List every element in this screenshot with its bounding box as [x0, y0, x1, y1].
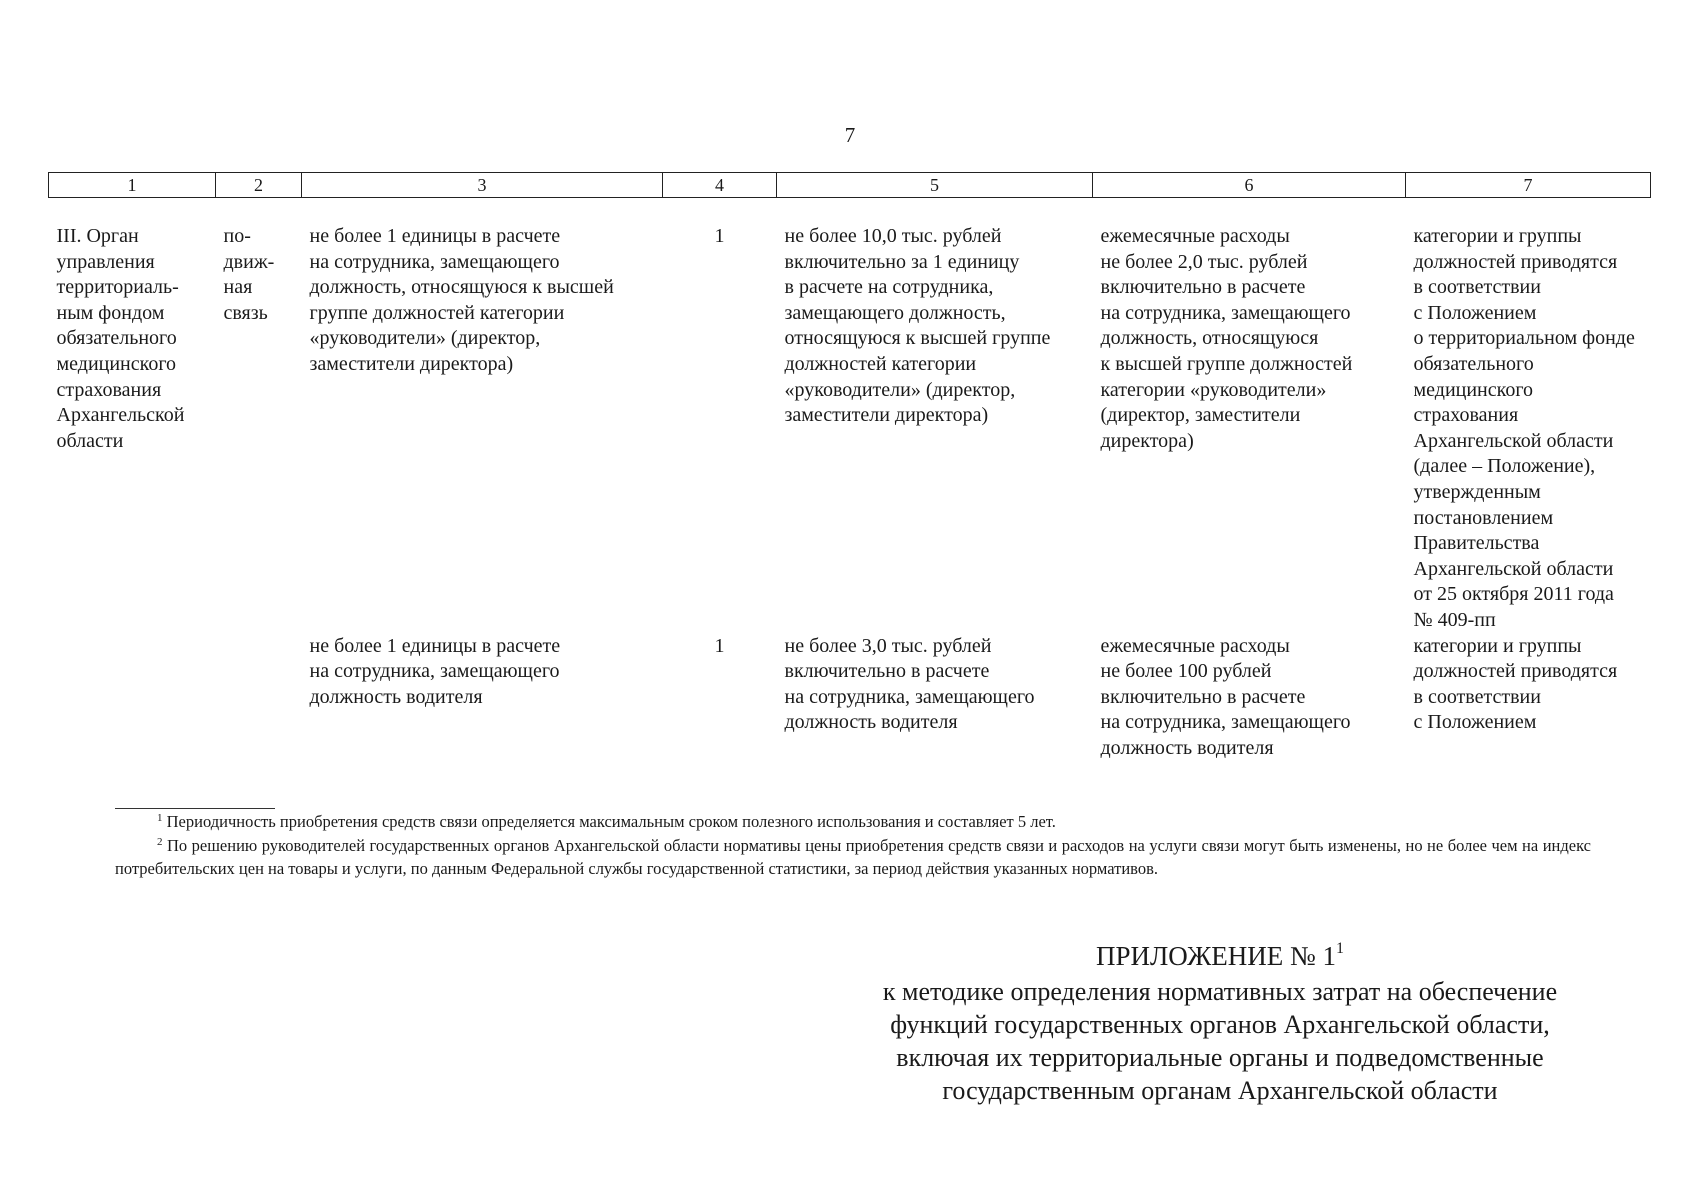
cell-text-line: с Положением — [1413, 301, 1537, 324]
cell-organ — [49, 634, 216, 762]
cell-text-line: должностей приводятся — [1413, 660, 1618, 683]
footnote-mark: 2 — [157, 835, 163, 848]
table-header-row — [49, 173, 1651, 198]
cell-text-line: должность, относящуюся — [1100, 327, 1319, 350]
cell-text-line: категории и группы — [1413, 225, 1582, 247]
cell-count: 1 — [714, 225, 725, 247]
cell-text-line: должностей приводятся — [1413, 250, 1618, 273]
cell-text-line: с Положением — [1413, 711, 1537, 734]
appendix-line: к методике определения нормативных затрат на обеспечение — [882, 977, 1558, 1006]
cell-organ — [49, 224, 216, 634]
cell-note — [1406, 224, 1651, 634]
cell-quantity — [302, 224, 663, 634]
appendix-heading — [780, 940, 1660, 1107]
cell-text-line: территориаль- — [56, 276, 179, 299]
cell-text-line: постановлением — [1413, 506, 1554, 529]
cell-text-line: обязательного — [1413, 352, 1534, 375]
cell-text-line: заместители директора) — [784, 404, 989, 427]
cell-text-line: Архангельской области — [1413, 557, 1614, 580]
cell-text-line: обязательного — [56, 327, 177, 350]
footnote-separator — [115, 808, 275, 809]
cell-text-line: связь — [223, 301, 268, 324]
cell-text-line: № 409-пп — [1413, 608, 1496, 631]
cell-type — [216, 634, 302, 762]
cell-text-line: должность водителя — [784, 711, 958, 734]
cell-text-line: III. Орган — [56, 225, 139, 247]
cell-price — [777, 634, 1093, 762]
cell-text-line: на сотрудника, замещающего — [309, 250, 560, 273]
cell-text-line: должность водителя — [1100, 736, 1274, 759]
table-row — [49, 224, 1651, 634]
table-header — [49, 173, 1651, 198]
cell-text-line: медицинского — [56, 352, 177, 375]
cell-text-line: директора) — [1100, 429, 1194, 452]
footnote-text: Периодичность приобретения средств связи определяется максимальным сроком полезного использования и составляет 5 лет. — [166, 812, 1056, 831]
table-row — [49, 634, 1651, 762]
cell-text-line: должностей категории — [784, 352, 977, 375]
cell-text-line: медицинского — [1413, 378, 1534, 401]
cell-text-line: в расчете на сотрудника, — [784, 276, 994, 299]
cell-text-line: ежемесячные расходы — [1100, 225, 1290, 247]
column-header-2: 2 — [216, 173, 302, 198]
cell-text-line: не более 2,0 тыс. рублей — [1100, 250, 1308, 273]
cell-text-line: на сотрудника, замещающего — [1100, 301, 1351, 324]
cell-text-line: включительно за 1 единицу — [784, 250, 1020, 273]
footnote-1 — [115, 810, 1591, 834]
cell-text-line: на сотрудника, замещающего — [309, 660, 560, 683]
footnote-2 — [115, 834, 1591, 881]
cell-text-line: должность водителя — [309, 685, 483, 708]
cell-text-line: включительно в расчете — [784, 660, 990, 683]
column-header-5: 5 — [777, 173, 1093, 198]
cell-text-line: в соответствии — [1413, 276, 1541, 299]
cell-text-line: замещающего должность, — [784, 301, 1006, 324]
column-header-7: 7 — [1406, 173, 1651, 198]
cell-text-line: по- — [223, 225, 251, 247]
cell-text-line: (директор, заместители — [1100, 404, 1301, 427]
cell-text-line: «руководители» (директор, — [784, 378, 1016, 401]
page-number: 7 — [844, 123, 856, 147]
cell-text-line: должность, относящуюся к высшей — [309, 276, 614, 299]
table-body — [49, 198, 1651, 762]
cell-text-line: относящуюся к высшей группе — [784, 327, 1051, 350]
cell-type — [216, 224, 302, 634]
cell-text-line: Архангельской области — [1413, 429, 1614, 452]
footnotes — [115, 808, 1591, 881]
footnote-text: По решению руководителей государственных органов Архангельской области нормативы цены приобретения средств связи и расходов на услуги связи могут быть изменены, но не более чем на индекс потребительских цен на товары и услуги, по данным Федеральной службы государственной статистики, за период действия указанных нормативов. — [115, 835, 1591, 878]
cell-text-line: (далее – Положение), — [1413, 455, 1596, 478]
cell-text-line: Архангельской — [56, 404, 185, 427]
cell-text-line: на сотрудника, замещающего — [1100, 711, 1351, 734]
cell-expenses — [1093, 634, 1406, 762]
cell-text-line: включительно в расчете — [1100, 685, 1306, 708]
cell-expenses — [1093, 224, 1406, 634]
appendix-title — [780, 940, 1660, 973]
footnote-mark: 1 — [157, 812, 163, 824]
column-header-3: 3 — [302, 173, 663, 198]
cell-text-line: от 25 октября 2011 года — [1413, 583, 1614, 606]
cell-text-line: не более 1 единицы в расчете — [309, 634, 561, 657]
cell-text-line: включительно в расчете — [1100, 276, 1306, 299]
cell-text-line: страхования — [56, 378, 162, 401]
appendix-line: государственным органам Архангельской области — [942, 1076, 1498, 1105]
cell-text-line: управления — [56, 250, 155, 273]
cell-text-line: Правительства — [1413, 532, 1540, 555]
cell-text-line: не более 1 единицы в расчете — [309, 225, 561, 247]
column-header-6: 6 — [1093, 173, 1406, 198]
cell-text-line: к высшей группе должностей — [1100, 352, 1353, 375]
column-header-4: 4 — [663, 173, 777, 198]
cell-price — [777, 224, 1093, 634]
cell-text-line: на сотрудника, замещающего — [784, 685, 1035, 708]
cell-text-line: движ- — [223, 250, 275, 273]
appendix-title-sup: 1 — [1336, 940, 1345, 957]
cell-text-line: ным фондом — [56, 301, 165, 324]
cell-text-line: не более 3,0 тыс. рублей — [784, 634, 992, 657]
cell-text-line: ежемесячные расходы — [1100, 634, 1290, 657]
cell-text-line: категории и группы — [1413, 634, 1582, 657]
cell-text-line: не более 100 рублей — [1100, 660, 1272, 683]
cell-text-line: заместители директора) — [309, 352, 514, 375]
cell-text-line: области — [56, 429, 124, 452]
cell-count: 1 — [714, 634, 725, 657]
cell-note — [1406, 634, 1651, 762]
cell-text-line: группе должностей категории — [309, 301, 565, 324]
table-spacer — [49, 198, 1651, 225]
cell-text-line: ная — [223, 276, 253, 299]
appendix-line: включая их территориальные органы и подведомственные — [896, 1043, 1544, 1072]
cell-text-line: утвержденным — [1413, 480, 1541, 503]
cell-quantity — [302, 634, 663, 762]
norms-table — [48, 172, 1651, 761]
cell-text-line: о территориальном фонде — [1413, 327, 1635, 350]
appendix-line: функций государственных органов Архангельской области, — [890, 1010, 1550, 1039]
column-header-1: 1 — [49, 173, 216, 198]
cell-text-line: страхования — [1413, 404, 1519, 427]
appendix-title-text: ПРИЛОЖЕНИЕ № 1 — [1095, 941, 1337, 971]
cell-text-line: «руководители» (директор, — [309, 327, 541, 350]
cell-text-line: в соответствии — [1413, 685, 1541, 708]
cell-text-line: категории «руководители» — [1100, 378, 1327, 401]
cell-text-line: не более 10,0 тыс. рублей — [784, 225, 1002, 247]
